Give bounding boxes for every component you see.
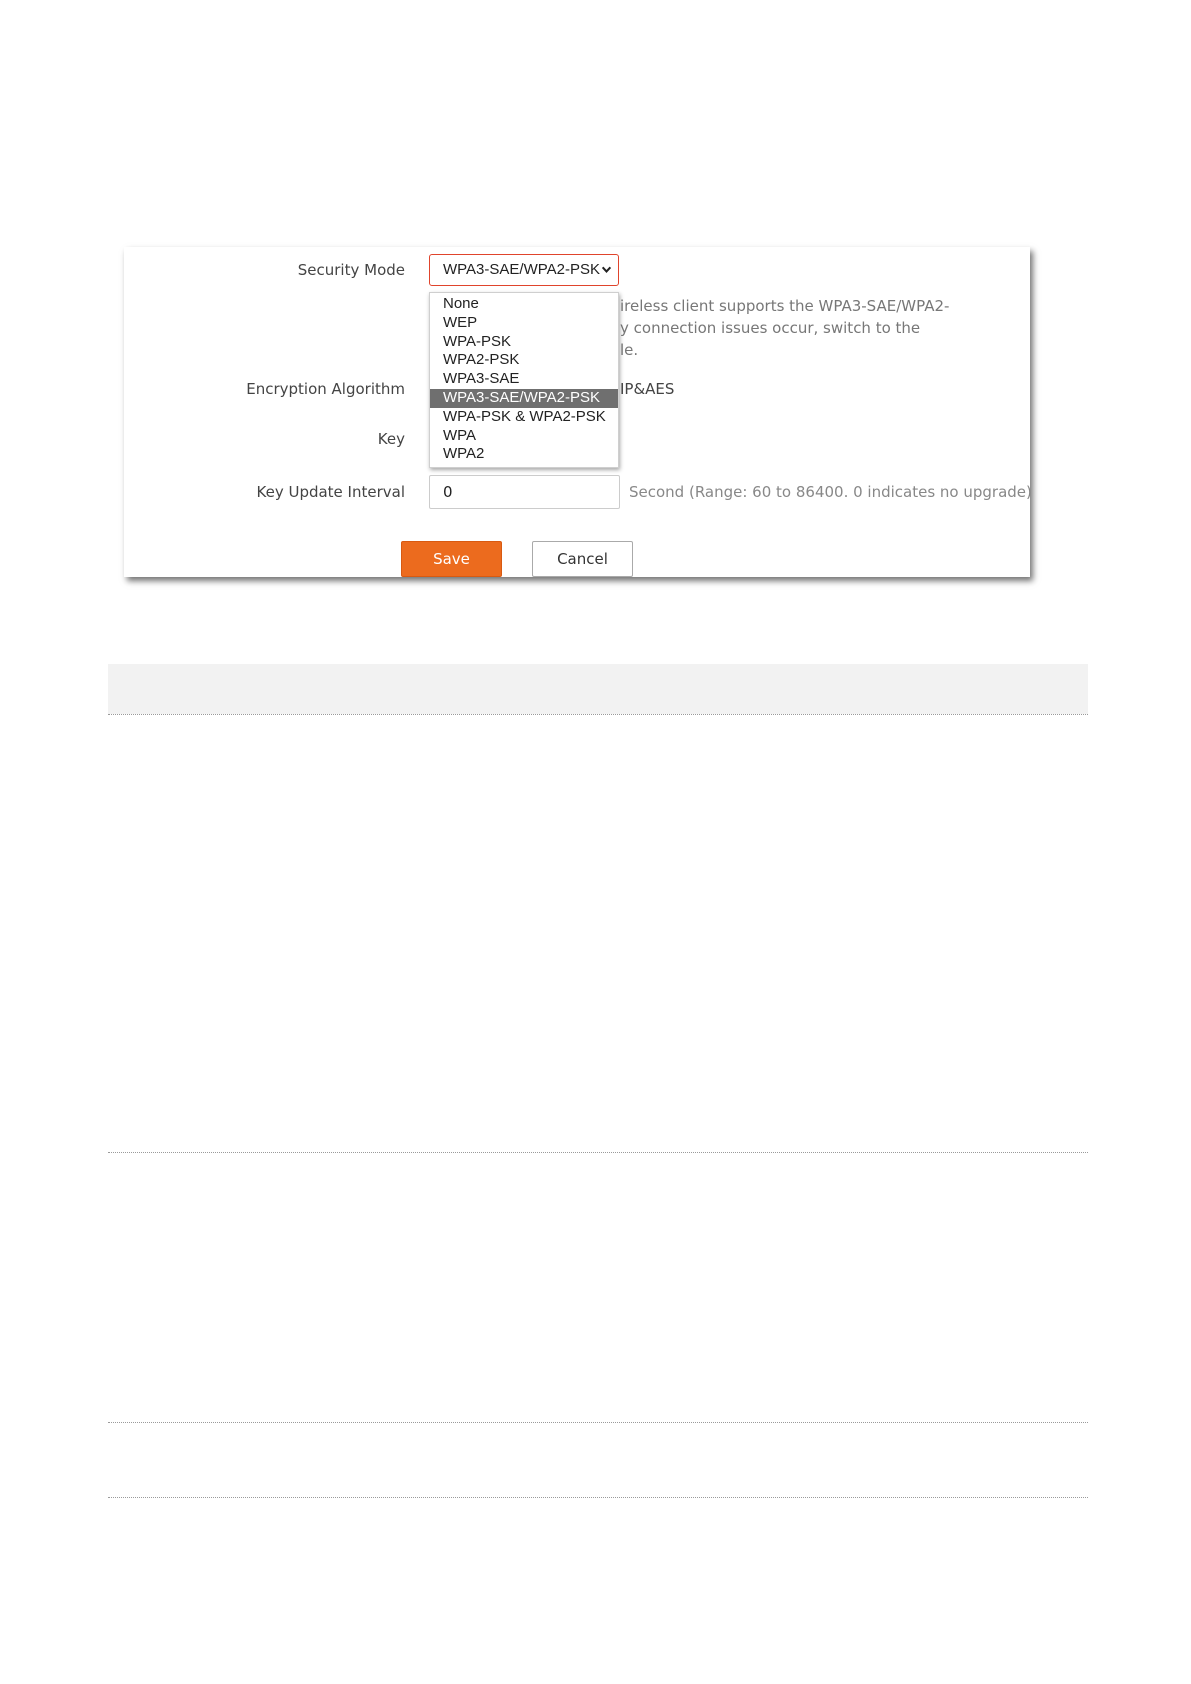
dropdown-option-wpa3-sae-wpa2-psk[interactable]: WPA3-SAE/WPA2-PSK: [430, 389, 618, 408]
security-mode-select[interactable]: [429, 254, 619, 286]
dropdown-option-none[interactable]: None: [443, 295, 479, 312]
cancel-button[interactable]: Cancel: [532, 541, 633, 577]
dropdown-option-wpa2[interactable]: WPA2: [443, 445, 485, 463]
encryption-algorithm-label: Encryption Algorithm: [246, 380, 405, 398]
encryption-algorithm-value: IP&AES: [620, 380, 675, 398]
dropdown-option-wpa[interactable]: WPA: [443, 426, 477, 444]
dropdown-option-wep[interactable]: WEP: [443, 313, 478, 331]
security-mode-hint-line2: y connection issues occur, switch to the: [620, 319, 921, 337]
key-update-interval-input[interactable]: 0: [429, 475, 620, 509]
dropdown-option-wpa-psk-wpa2-psk[interactable]: WPA-PSK & WPA2-PSK: [443, 407, 606, 425]
divider: [108, 1422, 1088, 1423]
security-mode-value: WPA3-SAE/WPA2-PSK: [443, 261, 600, 278]
wireless-security-panel: [124, 247, 1030, 577]
divider: [108, 1152, 1088, 1153]
save-button[interactable]: Save: [401, 541, 502, 577]
security-mode-hint-line1: ireless client supports the WPA3-SAE/WPA2-: [620, 297, 950, 315]
dropdown-option-wpa3-sae[interactable]: WPA3-SAE: [443, 370, 520, 388]
divider: [108, 714, 1088, 715]
key-update-interval-label: Key Update Interval: [256, 483, 405, 501]
table-header-band: [108, 664, 1088, 714]
key-label: Key: [377, 430, 405, 448]
security-mode-hint-line3: le.: [620, 341, 639, 359]
dropdown-option-wpa-psk[interactable]: WPA-PSK: [443, 332, 512, 350]
security-mode-label: Security Mode: [297, 261, 405, 279]
chevron-down-icon: [601, 264, 612, 275]
divider: [108, 1497, 1088, 1498]
dropdown-option-wpa2-psk[interactable]: WPA2-PSK: [443, 351, 520, 369]
security-mode-dropdown[interactable]: [429, 292, 619, 468]
key-update-interval-hint: Second (Range: 60 to 86400. 0 indicates no upgrade): [629, 483, 1032, 501]
